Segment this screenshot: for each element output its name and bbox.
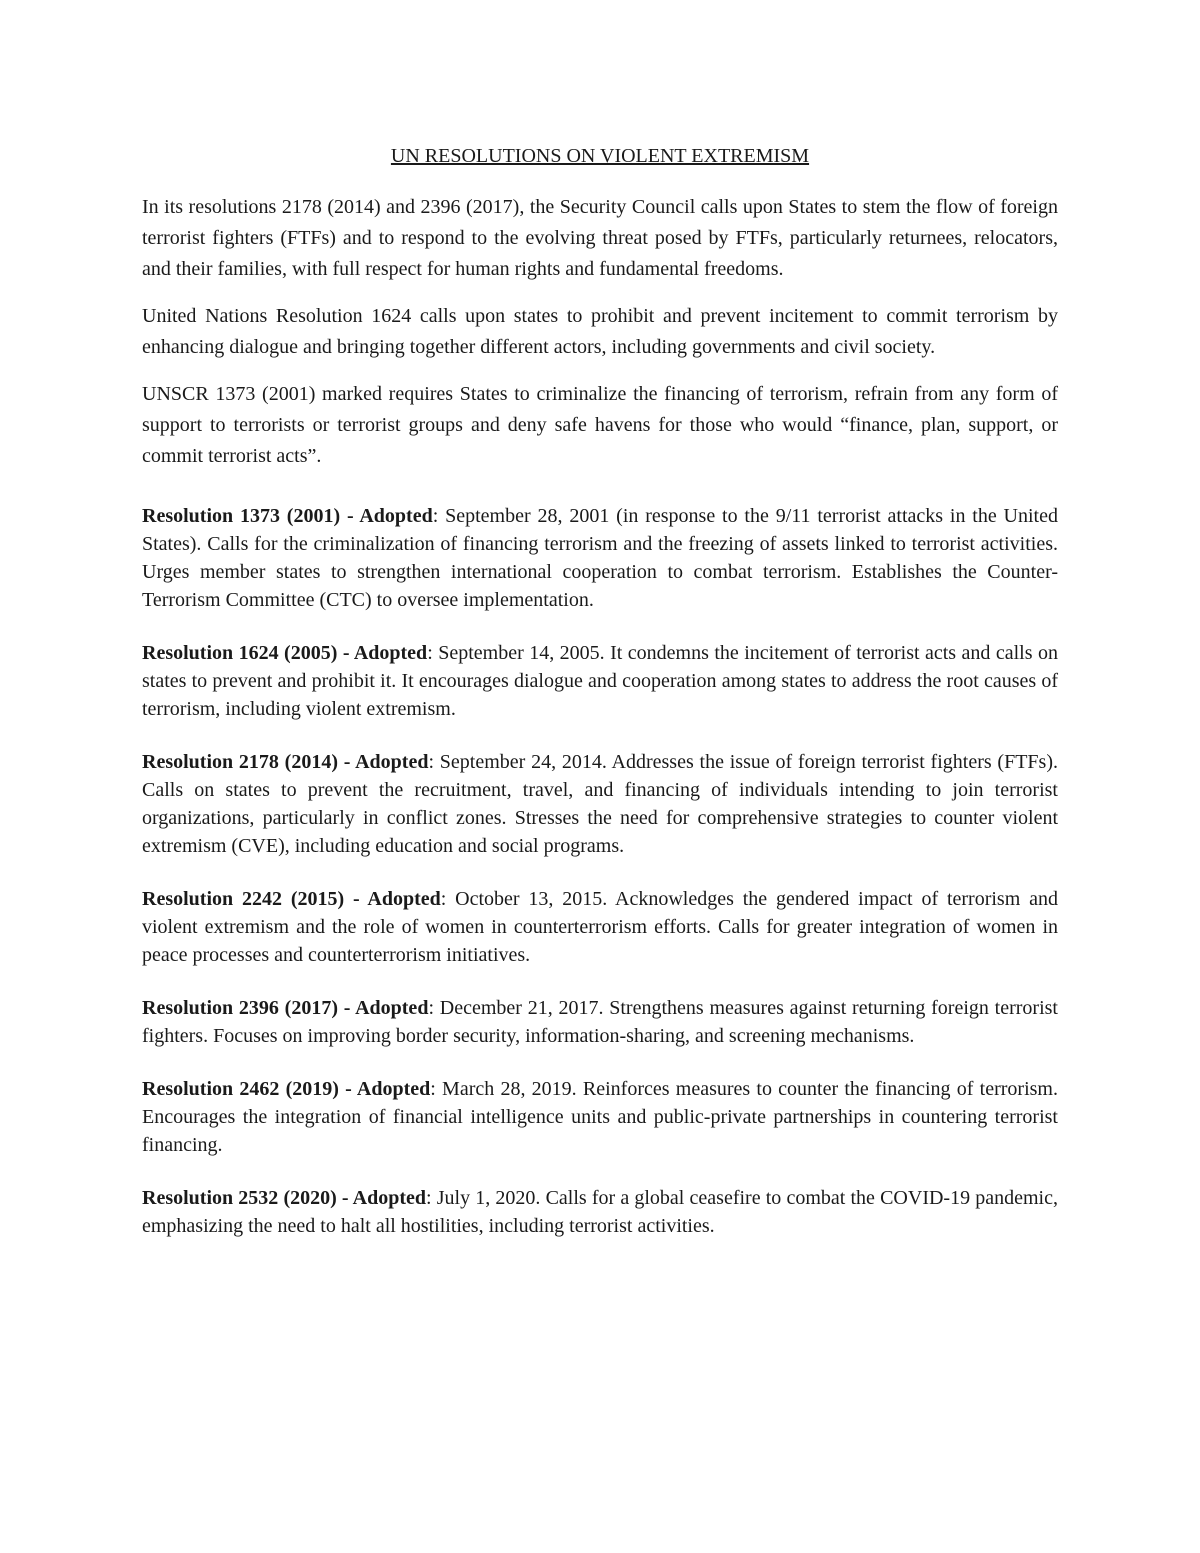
resolution-item bbox=[142, 1075, 1058, 1159]
resolution-body: : March 28, 2019. Reinforces measures to counter the financing of terrorism. Encourages the integration of financial intelligence units and public-private partnerships in countering terrorist financing. bbox=[142, 1078, 1058, 1156]
resolution-item bbox=[142, 994, 1058, 1050]
resolution-body: : December 21, 2017. Strengthens measures against returning foreign terrorist fighters. Focuses on improving border security, information-sharing, and screening mechanisms. bbox=[142, 997, 1058, 1047]
resolution-body: : September 24, 2014. Addresses the issue of foreign terrorist fighters (FTFs). Calls on states to prevent the recruitment, travel, and financing of individuals intending to join terrorist organizations, particularly in conflict zones. Stresses the need for comprehensive strategies to counter violent extremism (CVE), including education and social programs. bbox=[142, 751, 1058, 857]
resolution-item bbox=[142, 1184, 1058, 1240]
intro-section bbox=[142, 192, 1058, 472]
intro-paragraph: In its resolutions 2178 (2014) and 2396 (2017), the Security Council calls upon States to stem the flow of foreign terrorist fighters (FTFs) and to respond to the evolving threat posed by FTFs, particularly returnees, relocators, and their families, with full respect for human rights and fundamental freedoms. bbox=[142, 196, 1058, 280]
resolution-item bbox=[142, 748, 1058, 860]
resolution-body: : September 14, 2005. It condemns the incitement of terrorist acts and calls on states to prevent and prohibit it. It encourages dialogue and cooperation among states to address the root causes of terrorism, including violent extremism. bbox=[142, 642, 1058, 720]
intro-paragraph: United Nations Resolution 1624 calls upon states to prohibit and prevent incitement to commit terrorism by enhancing dialogue and bringing together different actors, including governments and civil society. bbox=[142, 305, 1058, 358]
resolution-heading: Resolution 2178 (2014) - Adopted bbox=[142, 751, 429, 773]
resolution-item bbox=[142, 502, 1058, 614]
resolution-heading: Resolution 2532 (2020) - Adopted bbox=[142, 1187, 427, 1209]
resolution-heading: Resolution 2242 (2015) - Adopted bbox=[142, 888, 441, 910]
document-title: UN RESOLUTIONS ON VIOLENT EXTREMISM bbox=[390, 145, 810, 167]
resolution-item bbox=[142, 639, 1058, 723]
resolution-heading: Resolution 1373 (2001) - Adopted bbox=[142, 505, 433, 527]
resolution-body: : September 28, 2001 (in response to the 9/11 terrorist attacks in the United States). Calls for the criminalization of financing terrorism and the freezing of assets linked to terrorist activities. Urges member states to strengthen international cooperation to combat terrorism. Establishes the Counter-Terrorism Committee (CTC) to oversee implementation. bbox=[142, 505, 1058, 611]
resolution-heading: Resolution 2396 (2017) - Adopted bbox=[142, 997, 429, 1019]
intro-paragraph: UNSCR 1373 (2001) marked requires States to criminalize the financing of terrorism, refrain from any form of support to terrorists or terrorist groups and deny safe havens for those who would “finance, plan, support, or commit terrorist acts”. bbox=[142, 383, 1058, 467]
resolution-body: : October 13, 2015. Acknowledges the gendered impact of terrorism and violent extremism and the role of women in counterterrorism efforts. Calls for greater integration of women in peace processes and counterterrorism initiatives. bbox=[142, 888, 1058, 966]
resolution-item bbox=[142, 885, 1058, 969]
resolution-list bbox=[142, 502, 1058, 1240]
resolution-heading: Resolution 1624 (2005) - Adopted bbox=[142, 642, 428, 664]
document-page bbox=[142, 142, 1058, 1265]
resolution-body: : July 1, 2020. Calls for a global ceasefire to combat the COVID-19 pandemic, emphasizing the need to halt all hostilities, including terrorist activities. bbox=[142, 1187, 1058, 1237]
resolution-heading: Resolution 2462 (2019) - Adopted bbox=[142, 1078, 431, 1100]
